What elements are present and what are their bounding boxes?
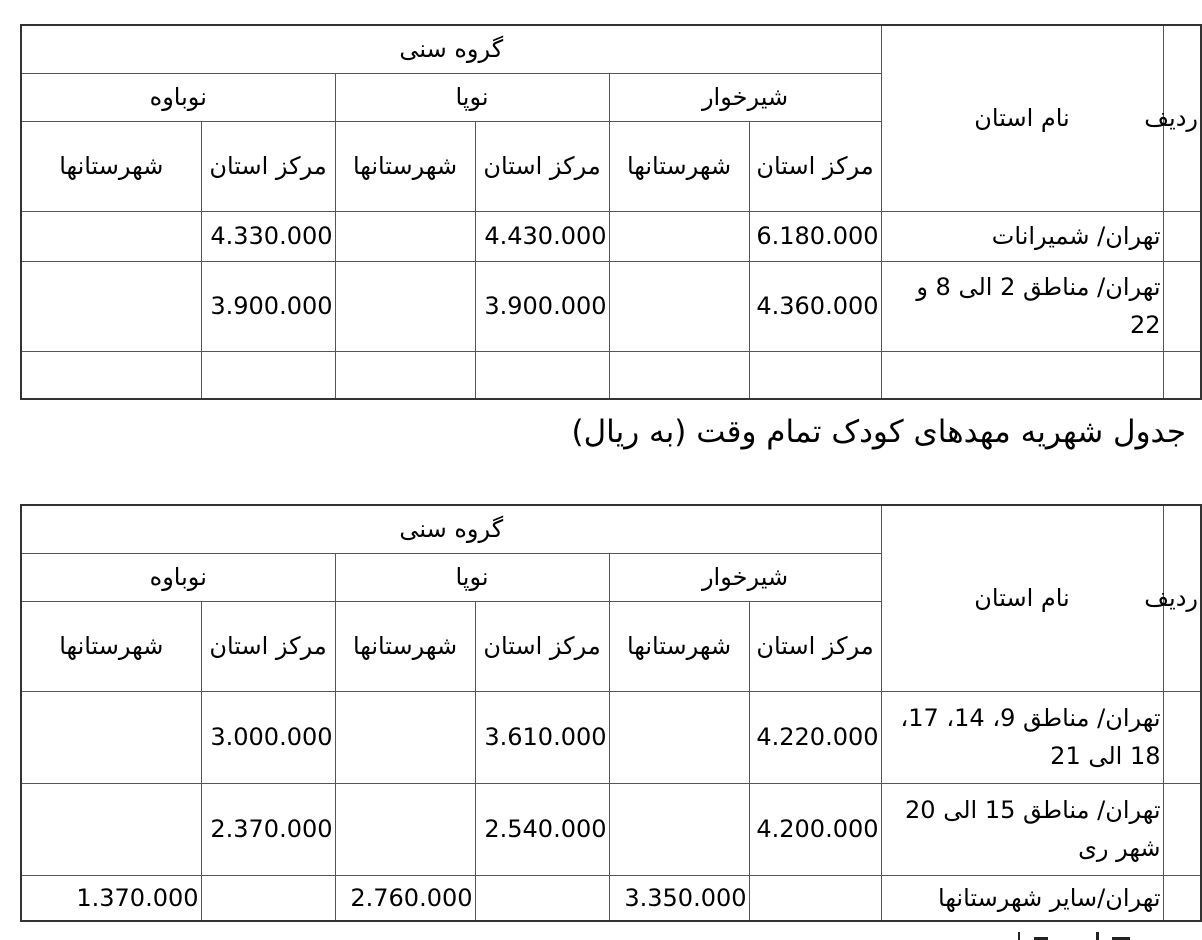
age-group-header: گروه سنی <box>21 25 881 73</box>
empty-cell <box>201 351 335 399</box>
toddler-towns-cell <box>335 261 475 351</box>
province-name-header: نام استان <box>881 505 1163 691</box>
radif-cell <box>1163 261 1201 351</box>
radif-cell <box>1163 211 1201 261</box>
header-row <box>21 25 1201 73</box>
toddler-center-cell: 4.430.000 <box>475 211 609 261</box>
table-row <box>21 875 1201 921</box>
nobaveh-center-cell: 2.370.000 <box>201 783 335 875</box>
nobaveh-center-cell <box>201 875 335 921</box>
nobaveh-towns-cell <box>21 211 201 261</box>
toddler-towns-cell <box>335 691 475 783</box>
infant-center-cell: 4.200.000 <box>749 783 881 875</box>
age-group-header: گروه سنی <box>21 505 881 553</box>
toddler-header: نوپا <box>335 553 609 601</box>
empty-cell <box>609 351 749 399</box>
province-cell: تهران/ مناطق 2 الی 8 و 22 <box>881 261 1163 351</box>
nobaveh-towns-cell <box>21 783 201 875</box>
radif-cell <box>1163 875 1201 921</box>
infant-towns-cell <box>609 211 749 261</box>
province-name-header: نام استان <box>881 25 1163 211</box>
toddler-towns-header: شهرستانها <box>335 601 475 691</box>
toddler-header: نوپا <box>335 73 609 121</box>
toddler-center-header: مرکز استان <box>475 121 609 211</box>
radif-cell <box>1163 783 1201 875</box>
province-cell: تهران/سایر شهرستانها <box>881 875 1163 921</box>
province-cell: تهران/ مناطق 15 الی 20 شهر ری <box>881 783 1163 875</box>
cropped-text-fragment <box>0 926 1200 940</box>
infant-towns-header: شهرستانها <box>609 121 749 211</box>
empty-cell <box>881 351 1163 399</box>
toddler-center-cell <box>475 875 609 921</box>
toddler-center-cell: 3.610.000 <box>475 691 609 783</box>
infant-towns-cell <box>609 783 749 875</box>
infant-center-header: مرکز استان <box>749 601 881 691</box>
table-row <box>21 691 1201 783</box>
glyph-fragment <box>1018 932 1020 940</box>
nobaveh-towns-header: شهرستانها <box>21 601 201 691</box>
infant-towns-cell <box>609 261 749 351</box>
header-row <box>21 505 1201 553</box>
tuition-table-2 <box>20 504 1202 922</box>
table-row <box>21 211 1201 261</box>
infant-center-header: مرکز استان <box>749 121 881 211</box>
infant-center-cell: 6.180.000 <box>749 211 881 261</box>
nobaveh-center-header: مرکز استان <box>201 121 335 211</box>
glyph-fragment <box>1096 932 1099 940</box>
table-caption: جدول شهریه مهدهای کودک تمام وقت (به ریال) <box>571 414 1186 450</box>
table-row-empty <box>21 351 1201 399</box>
empty-cell <box>1163 351 1201 399</box>
radif-header: ردیف <box>1163 25 1201 211</box>
toddler-towns-header: شهرستانها <box>335 121 475 211</box>
nobaveh-center-cell: 3.000.000 <box>201 691 335 783</box>
nobaveh-towns-cell: 1.370.000 <box>21 875 201 921</box>
toddler-center-header: مرکز استان <box>475 601 609 691</box>
tuition-table-1 <box>20 24 1202 400</box>
empty-cell <box>21 351 201 399</box>
nobaveh-header: نوباوه <box>21 73 335 121</box>
empty-cell <box>475 351 609 399</box>
infant-towns-cell <box>609 691 749 783</box>
empty-cell <box>335 351 475 399</box>
infant-header: شیرخوار <box>609 73 881 121</box>
nobaveh-center-cell: 4.330.000 <box>201 211 335 261</box>
infant-header: شیرخوار <box>609 553 881 601</box>
infant-towns-header: شهرستانها <box>609 601 749 691</box>
radif-header: ردیف <box>1163 505 1201 691</box>
nobaveh-header: نوباوه <box>21 553 335 601</box>
toddler-towns-cell <box>335 783 475 875</box>
nobaveh-towns-header: شهرستانها <box>21 121 201 211</box>
toddler-towns-cell <box>335 211 475 261</box>
toddler-towns-cell: 2.760.000 <box>335 875 475 921</box>
toddler-center-cell: 2.540.000 <box>475 783 609 875</box>
infant-towns-cell: 3.350.000 <box>609 875 749 921</box>
infant-center-cell: 4.220.000 <box>749 691 881 783</box>
province-cell: تهران/ شمیرانات <box>881 211 1163 261</box>
nobaveh-towns-cell <box>21 691 201 783</box>
province-cell: تهران/ مناطق 9، 14، 17، 18 الی 21 <box>881 691 1163 783</box>
nobaveh-center-header: مرکز استان <box>201 601 335 691</box>
table-row <box>21 261 1201 351</box>
toddler-center-cell: 3.900.000 <box>475 261 609 351</box>
empty-cell <box>749 351 881 399</box>
infant-center-cell: 4.360.000 <box>749 261 881 351</box>
table-row <box>21 783 1201 875</box>
nobaveh-center-cell: 3.900.000 <box>201 261 335 351</box>
infant-center-cell <box>749 875 881 921</box>
radif-cell <box>1163 691 1201 783</box>
nobaveh-towns-cell <box>21 261 201 351</box>
